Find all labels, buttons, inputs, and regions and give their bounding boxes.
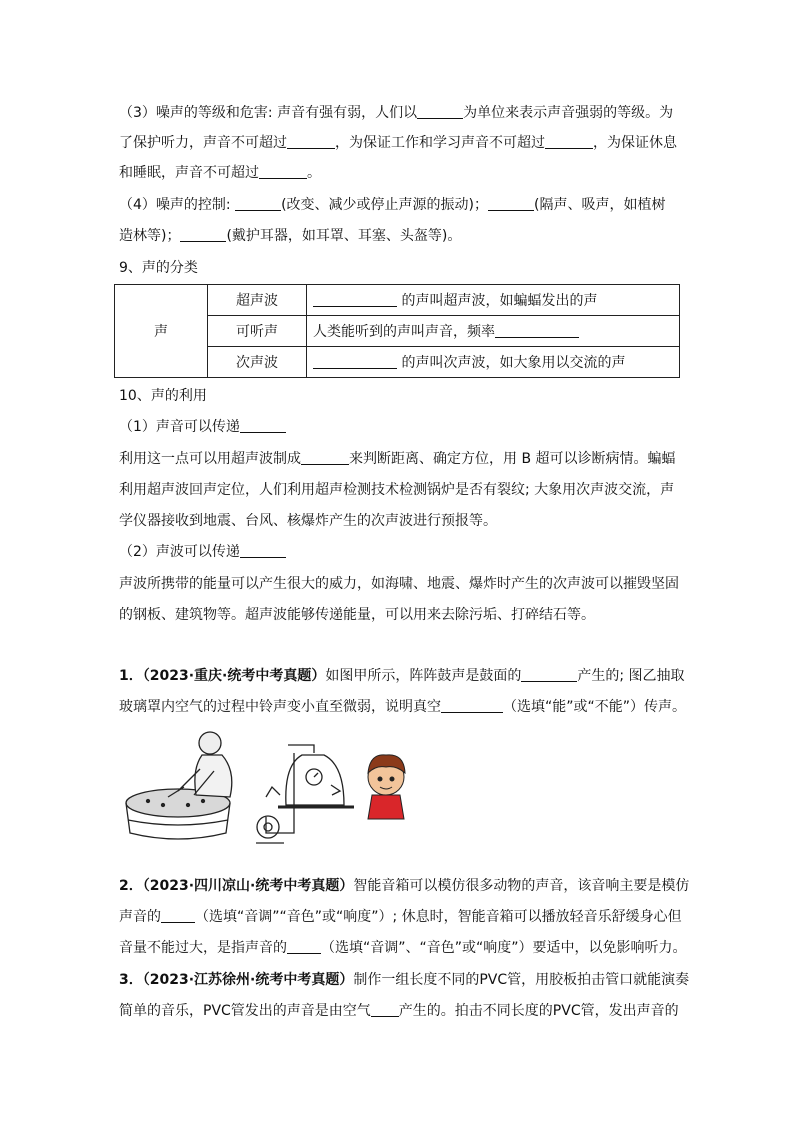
desc-audible: [307, 316, 680, 347]
answer-blank[interactable]: [313, 292, 397, 307]
text: 音量不能过大，是指声音的: [119, 940, 287, 956]
type-infrasonic: 次声波: [208, 347, 307, 378]
use-info-para-3: 学仪器接收到地震、台风、核爆炸产生的次声波进行预报等。: [119, 513, 497, 529]
text: (戴护耳器，如耳罩、耳塞、头盔等)。: [226, 228, 462, 244]
answer-blank[interactable]: [417, 104, 463, 119]
text: (隔声、吸声，如植树: [534, 197, 666, 213]
answer-blank[interactable]: [240, 543, 286, 558]
answer-blank[interactable]: [441, 698, 503, 713]
noise-level-line-1: [119, 103, 673, 123]
use-info-heading: [119, 417, 286, 437]
use-energy-para-2: 的钢板、建筑物等。超声波能够传递能量，可以用来去除污垢、打碎结石等。: [119, 607, 595, 623]
table-head-sound: 声: [115, 285, 208, 378]
use-info-para-1: [119, 449, 676, 469]
text: （4）噪声的控制:: [119, 197, 236, 213]
text: 简单的音乐，PVC管发出的声音是由空气: [119, 1003, 371, 1019]
question-1-figure: [118, 725, 418, 865]
text: （1）声音可以传递: [119, 419, 240, 435]
use-energy-para-1: 声波所携带的能量可以产生很大的威力，如海啸、地震、爆炸时产生的次声波可以摧毁坚固: [119, 576, 679, 592]
question-source: （2023·四川凉山·统考中考真题）: [142, 878, 354, 894]
text: 利用这一点可以用超声波制成: [119, 451, 301, 467]
section-9-title: 9、声的分类: [119, 260, 198, 276]
answer-blank[interactable]: [240, 418, 286, 433]
text: 如图甲所示，阵阵鼓声是鼓面的: [325, 668, 522, 684]
noise-control-line-2: [119, 226, 461, 246]
text: 和睡眠，声音不可超过: [119, 165, 259, 181]
answer-blank[interactable]: [235, 196, 281, 211]
text: 制作一组长度不同的PVC管，用胶板拍击管口就能演奏: [353, 972, 690, 988]
text: （2）声波可以传递: [119, 544, 240, 560]
type-ultrasonic: 超声波: [208, 285, 307, 316]
answer-blank[interactable]: [161, 908, 195, 923]
noise-level-line-2: [119, 133, 677, 153]
question-number: 3．: [119, 972, 143, 988]
question-3-line-2: [119, 1001, 679, 1021]
answer-blank[interactable]: [521, 667, 577, 682]
text: 声音的: [119, 909, 161, 925]
noise-level-line-3: [119, 163, 321, 183]
question-2-line-1: [119, 876, 689, 896]
type-audible: 可听声: [208, 316, 307, 347]
section-10-title: 10、声的利用: [119, 388, 207, 404]
answer-blank[interactable]: [287, 939, 321, 954]
answer-blank[interactable]: [301, 450, 349, 465]
text: 智能音箱可以模仿很多动物的声音，该音响主要是模仿: [353, 878, 690, 894]
figure-illustration: [118, 725, 418, 865]
noise-control-line-1: [119, 195, 665, 215]
question-2-line-2: [119, 907, 682, 927]
question-1-line-1: [119, 666, 685, 686]
text: （选填“音调”、“音色”或“响度”）要适中，以免影响听力。: [321, 940, 687, 956]
sound-classification-table: [114, 284, 680, 378]
answer-blank[interactable]: [371, 1002, 399, 1017]
answer-blank[interactable]: [313, 354, 397, 369]
text: 造林等)；: [119, 228, 181, 244]
text: 。: [307, 165, 321, 181]
text: （3）噪声的等级和危害: 声音有强有弱，人们以: [119, 105, 418, 121]
answer-blank[interactable]: [180, 227, 226, 242]
text: 产生的。拍击不同长度的PVC管，发出声音的: [398, 1003, 679, 1019]
question-3-line-1: [119, 970, 689, 990]
question-source: （2023·重庆·统考中考真题）: [142, 668, 326, 684]
question-number: 1．: [119, 668, 143, 684]
use-info-para-2: 利用超声波回声定位，人们利用超声检测技术检测锅炉是否有裂纹; 大象用次声波交流，声: [119, 482, 675, 498]
text: 产生的; 图乙抽取: [577, 668, 685, 684]
text: 了保护听力，声音不可超过: [119, 135, 287, 151]
question-1-line-2: [119, 697, 686, 717]
answer-blank[interactable]: [287, 134, 335, 149]
use-energy-heading: [119, 542, 286, 562]
text: （选填“音调”“音色”或“响度”）; 休息时，智能音箱可以播放轻音乐舒缓身心但: [195, 909, 682, 925]
text: 玻璃罩内空气的过程中铃声变小直至微弱，说明真空: [119, 699, 441, 715]
question-number: 2．: [119, 878, 143, 894]
answer-blank[interactable]: [545, 134, 593, 149]
text: 的声叫次声波，如大象用以交流的声: [397, 355, 626, 371]
text: （选填“能”或“不能”）传声。: [503, 699, 687, 715]
text: 为单位来表示声音强弱的等级。为: [463, 105, 674, 121]
text: ，为保证工作和学习声音不可超过: [335, 135, 545, 151]
desc-infrasonic: [307, 347, 680, 378]
question-2-line-3: [119, 938, 687, 958]
answer-blank[interactable]: [259, 164, 307, 179]
answer-blank[interactable]: [488, 196, 534, 211]
text: 人类能听到的声叫声音，频率: [313, 324, 495, 340]
drummer-illustration: [126, 732, 232, 839]
question-source: （2023·江苏徐州·统考中考真题）: [142, 972, 354, 988]
answer-blank[interactable]: [495, 323, 579, 338]
desc-ultrasonic: [307, 285, 680, 316]
bell-jar-illustration: [256, 745, 354, 843]
text: 来判断距离、确定方位，用 B 超可以诊断病情。蝙蝠: [349, 451, 676, 467]
text: 的声叫超声波，如蝙蝠发出的声: [397, 293, 598, 309]
boy-illustration: [368, 755, 405, 819]
text: (改变、减少或停止声源的振动)；: [281, 197, 489, 213]
text: ，为保证休息: [593, 135, 677, 151]
